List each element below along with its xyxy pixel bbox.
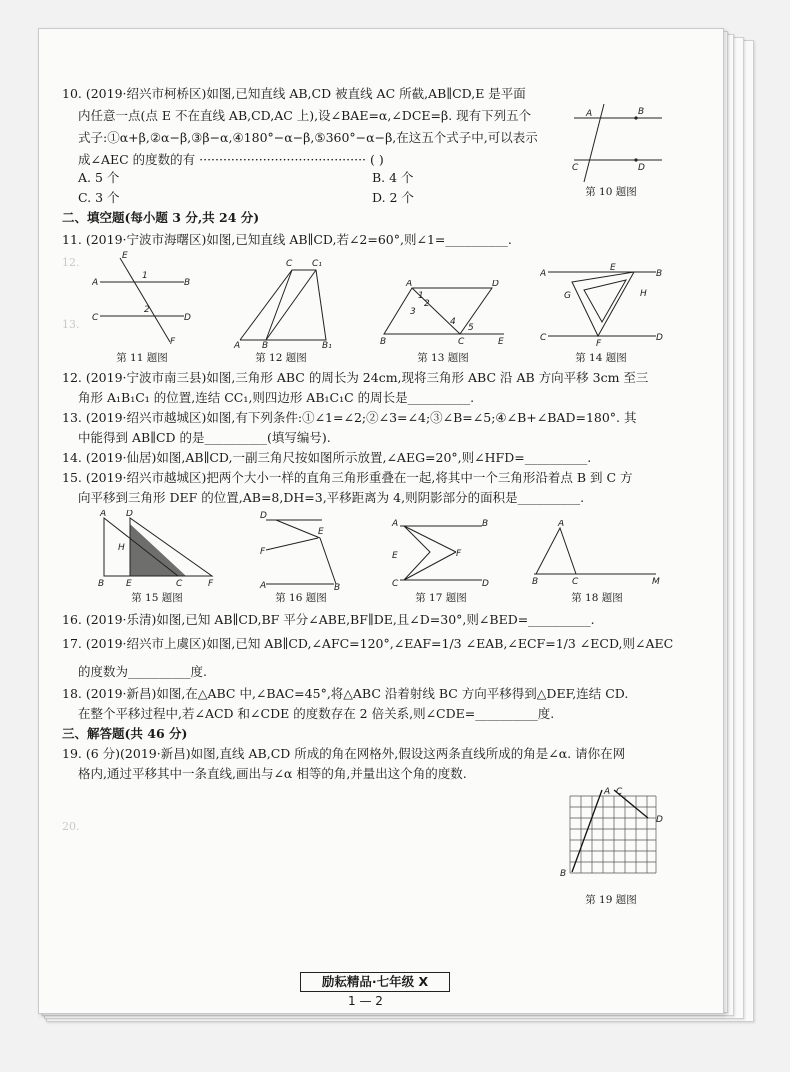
svg-text:E: E bbox=[318, 527, 324, 537]
figure-18 bbox=[530, 520, 664, 586]
svg-text:C: C bbox=[286, 259, 293, 269]
svg-text:A: A bbox=[234, 341, 241, 348]
q17-line-1: 17. (2019·绍兴市上虞区)如图,已知 AB∥CD,∠AFC=120°,∠EAF=1/3 ∠EAB,∠ECF=1/3 ∠ECD,则∠AEC bbox=[62, 636, 674, 651]
figure-17 bbox=[390, 518, 490, 588]
section-3-heading: 三、解答题(共 46 分) bbox=[62, 726, 188, 741]
svg-text:A: A bbox=[540, 269, 547, 279]
svg-text:C: C bbox=[540, 333, 547, 343]
svg-text:F: F bbox=[456, 549, 462, 559]
q10-line-1: 10. (2019·绍兴市柯桥区)如图,已知直线 AB,CD 被直线 AC 所截,AB∥CD,E 是平面 bbox=[62, 86, 526, 101]
svg-text:E: E bbox=[392, 551, 398, 561]
caption-fig-15: 第 15 题图 bbox=[131, 592, 183, 604]
svg-text:B: B bbox=[98, 579, 105, 589]
q10-line-3: 式子:①α+β,②α−β,③β−α,④180°−α−β,⑤360°−α−β,在这五个式子中,可以表示 bbox=[78, 130, 538, 145]
svg-text:D: D bbox=[260, 511, 267, 521]
caption-fig-19: 第 19 题图 bbox=[585, 894, 637, 906]
svg-text:C: C bbox=[392, 579, 399, 588]
figure-11 bbox=[92, 250, 192, 346]
caption-fig-16: 第 16 题图 bbox=[275, 592, 327, 604]
caption-fig-10: 第 10 题图 bbox=[585, 186, 637, 198]
svg-text:F: F bbox=[170, 337, 176, 346]
svg-text:C: C bbox=[616, 787, 623, 797]
q10-line-2: 内任意一点(点 E 不在直线 AB,CD,AC 上),设∠BAE=α,∠DCE=β. 现有下列五个 bbox=[78, 108, 532, 123]
q11-line-1: 11. (2019·宁波市海曙区)如图,已知直线 AB∥CD,若∠2=60°,则∠1=__________. bbox=[62, 232, 512, 247]
svg-text:4: 4 bbox=[450, 317, 456, 327]
q19-line-1: 19. (6 分)(2019·新昌)如图,直线 AB,CD 所成的角在网格外,假设这两条直线所成的角是∠α. 请你在网 bbox=[62, 746, 626, 761]
svg-text:E: E bbox=[498, 337, 504, 346]
q17-line-2: 的度数为__________度. bbox=[78, 664, 207, 679]
svg-text:B: B bbox=[638, 107, 645, 117]
svg-text:D: D bbox=[184, 313, 191, 323]
svg-text:B: B bbox=[482, 519, 489, 529]
q14-line-1: 14. (2019·仙居)如图,AB∥CD,一副三角尺按如图所示放置,∠AEG=20°,则∠HFD=__________. bbox=[62, 450, 592, 465]
svg-text:D: D bbox=[656, 815, 663, 825]
svg-text:A: A bbox=[558, 520, 565, 529]
q10-option-c: C. 3 个 bbox=[78, 190, 120, 205]
figure-13 bbox=[380, 280, 510, 346]
svg-text:B: B bbox=[184, 278, 191, 288]
q10-line-4: 成∠AEC 的度数的有 ·········································· ( ) bbox=[78, 152, 384, 167]
footer-brand-label: 励耘精品·七年级 X bbox=[300, 972, 450, 992]
svg-text:C: C bbox=[458, 337, 465, 346]
caption-fig-14: 第 14 题图 bbox=[575, 352, 627, 364]
caption-fig-17: 第 17 题图 bbox=[415, 592, 467, 604]
svg-text:2: 2 bbox=[144, 305, 150, 315]
svg-text:H: H bbox=[640, 289, 647, 299]
page-number: 1 — 2 bbox=[348, 994, 383, 1008]
svg-text:C: C bbox=[176, 579, 183, 589]
figure-10 bbox=[566, 100, 666, 186]
figure-15 bbox=[96, 510, 222, 590]
svg-text:3: 3 bbox=[410, 307, 416, 317]
svg-text:E: E bbox=[122, 251, 128, 261]
svg-text:D: D bbox=[126, 510, 133, 519]
svg-text:M: M bbox=[652, 577, 660, 586]
svg-text:A: A bbox=[406, 280, 413, 289]
q10-option-a: A. 5 个 bbox=[78, 170, 120, 185]
svg-text:B: B bbox=[380, 337, 387, 346]
figure-12 bbox=[226, 256, 336, 348]
svg-text:D: D bbox=[656, 333, 663, 343]
caption-fig-11: 第 11 题图 bbox=[116, 352, 168, 364]
q18-line-2: 在整个平移过程中,若∠ACD 和∠CDE 的度数存在 2 倍关系,则∠CDE=__________度. bbox=[78, 706, 555, 721]
svg-text:A: A bbox=[586, 109, 593, 119]
svg-text:D: D bbox=[492, 280, 499, 289]
caption-fig-13: 第 13 题图 bbox=[417, 352, 469, 364]
svg-text:E: E bbox=[126, 579, 132, 589]
svg-text:2: 2 bbox=[424, 299, 430, 309]
svg-text:C₁: C₁ bbox=[312, 259, 322, 269]
bleed-through-text: 12. bbox=[62, 256, 80, 269]
q16-line-1: 16. (2019·乐清)如图,已知 AB∥CD,BF 平分∠ABE,BF∥DE,且∠D=30°,则∠BED=__________. bbox=[62, 612, 595, 627]
q15-line-1: 15. (2019·绍兴市越城区)把两个大小一样的直角三角形重叠在一起,将其中一个三角形沿着点 B 到 C 方 bbox=[62, 470, 633, 485]
svg-text:A: A bbox=[260, 581, 267, 591]
svg-text:C: C bbox=[572, 163, 579, 173]
svg-text:B: B bbox=[334, 583, 341, 592]
q13-line-2: 中能得到 AB∥CD 的是__________(填写编号). bbox=[78, 430, 331, 445]
q10-option-d: D. 2 个 bbox=[372, 190, 414, 205]
q15-line-2: 向平移到三角形 DEF 的位置,AB=8,DH=3,平移距离为 4,则阴影部分的面积是__________. bbox=[78, 490, 585, 505]
caption-fig-18: 第 18 题图 bbox=[571, 592, 623, 604]
q13-line-1: 13. (2019·绍兴市越城区)如图,有下列条件:①∠1=∠2;②∠3=∠4;③∠B=∠5;④∠B+∠BAD=180°. 其 bbox=[62, 410, 637, 425]
svg-text:F: F bbox=[596, 339, 602, 346]
svg-text:B: B bbox=[262, 341, 269, 348]
figure-14 bbox=[540, 262, 664, 346]
figure-16 bbox=[258, 510, 348, 592]
q19-line-2: 格内,通过平移其中一条直线,画出与∠α 相等的角,并量出这个角的度数. bbox=[78, 766, 467, 781]
svg-text:C: C bbox=[572, 577, 579, 586]
svg-text:H: H bbox=[118, 543, 125, 553]
svg-text:B₁: B₁ bbox=[322, 341, 332, 348]
figure-19-grid bbox=[556, 786, 666, 886]
svg-text:B: B bbox=[656, 269, 663, 279]
svg-text:B: B bbox=[532, 577, 539, 586]
svg-text:F: F bbox=[260, 547, 266, 557]
svg-text:F: F bbox=[208, 579, 214, 589]
q12-line-2: 角形 A₁B₁C₁ 的位置,连结 CC₁,则四边形 AB₁C₁C 的周长是__________. bbox=[78, 390, 475, 405]
section-2-heading: 二、填空题(每小题 3 分,共 24 分) bbox=[62, 210, 260, 225]
svg-text:D: D bbox=[482, 579, 489, 588]
svg-text:B: B bbox=[560, 869, 567, 879]
svg-text:5: 5 bbox=[468, 323, 474, 333]
svg-text:D: D bbox=[638, 163, 645, 173]
svg-text:1: 1 bbox=[142, 271, 148, 281]
bleed-through-text: 13. bbox=[62, 318, 80, 331]
svg-text:1: 1 bbox=[418, 291, 424, 301]
svg-text:C: C bbox=[92, 313, 99, 323]
svg-text:A: A bbox=[392, 519, 399, 529]
q10-option-b: B. 4 个 bbox=[372, 170, 414, 185]
svg-text:G: G bbox=[564, 291, 571, 301]
svg-text:A: A bbox=[92, 278, 99, 288]
q18-line-1: 18. (2019·新昌)如图,在△ABC 中,∠BAC=45°,将△ABC 沿着射线 BC 方向平移得到△DEF,连结 CD. bbox=[62, 686, 629, 701]
svg-text:A: A bbox=[100, 510, 107, 519]
bleed-through-text: 20. bbox=[62, 820, 80, 833]
svg-text:E: E bbox=[610, 263, 616, 273]
svg-text:A: A bbox=[604, 787, 611, 797]
caption-fig-12: 第 12 题图 bbox=[255, 352, 307, 364]
q12-line-1: 12. (2019·宁波市南三县)如图,三角形 ABC 的周长为 24cm,现将三角形 ABC 沿 AB 方向平移 3cm 至三 bbox=[62, 370, 649, 385]
